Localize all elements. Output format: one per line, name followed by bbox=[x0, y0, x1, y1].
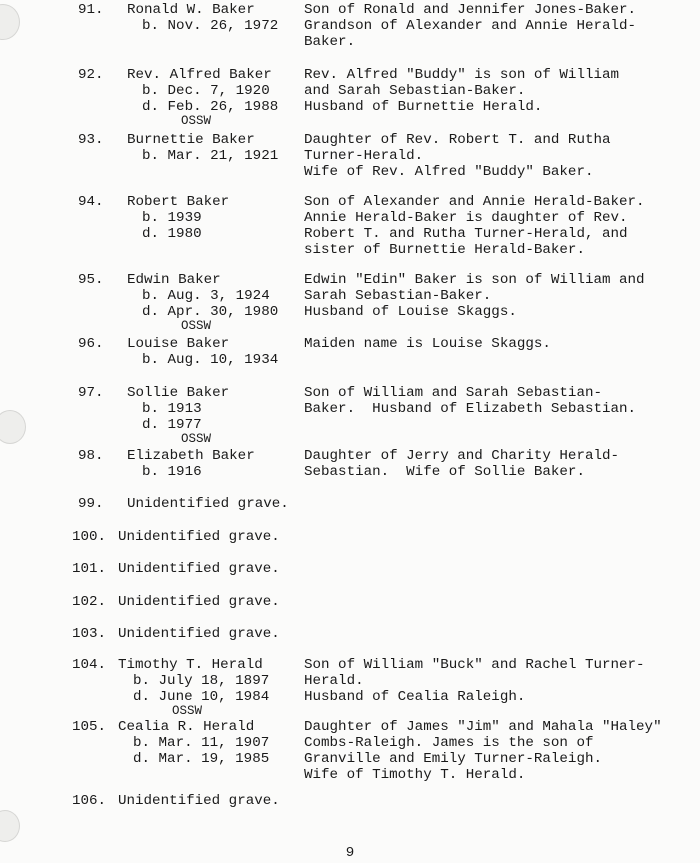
entry-notes bbox=[304, 194, 700, 258]
entry-number: 94. bbox=[78, 194, 104, 210]
entry-person bbox=[118, 793, 293, 809]
birth-date: b. 1916 bbox=[142, 464, 202, 480]
person-name: Unidentified grave. bbox=[118, 594, 280, 610]
entry-notes bbox=[304, 2, 700, 50]
person-name: Ronald W. Baker bbox=[127, 2, 255, 18]
person-name: Sollie Baker bbox=[127, 385, 230, 401]
entry-number: 95. bbox=[78, 272, 104, 288]
punch-hole-middle bbox=[0, 410, 26, 444]
death-date: d. Apr. 30, 1980 bbox=[142, 304, 279, 320]
entry-person bbox=[118, 657, 293, 718]
note-line: Wife of Rev. Alfred "Buddy" Baker. bbox=[304, 164, 594, 180]
note-line: Rev. Alfred "Buddy" is son of William bbox=[304, 67, 620, 83]
note-line: Robert T. and Rutha Turner-Herald, and bbox=[304, 226, 628, 242]
entry-number: 99. bbox=[78, 496, 104, 512]
note-line: Son of William and Sarah Sebastian- bbox=[304, 385, 602, 401]
death-date: d. 1977 bbox=[142, 417, 202, 433]
punch-hole-top bbox=[0, 4, 20, 40]
page-number: 9 bbox=[345, 845, 355, 861]
birth-date: b. July 18, 1897 bbox=[133, 673, 270, 689]
note-line: Daughter of James "Jim" and Mahala "Haley" bbox=[304, 719, 662, 735]
entry-person bbox=[127, 132, 302, 164]
person-name: Unidentified grave. bbox=[118, 529, 280, 545]
note-line: Sarah Sebastian-Baker. bbox=[304, 288, 492, 304]
note-line: Daughter of Jerry and Charity Herald- bbox=[304, 448, 620, 464]
entry-number: 96. bbox=[78, 336, 104, 352]
entry-number: 91. bbox=[78, 2, 104, 18]
note-line: Baker. bbox=[304, 34, 356, 50]
death-date: d. Mar. 19, 1985 bbox=[133, 751, 270, 767]
note-line: Annie Herald-Baker is daughter of Rev. bbox=[304, 210, 628, 226]
person-name: Timothy T. Herald bbox=[118, 657, 263, 673]
entry-person bbox=[127, 336, 302, 368]
entry-person bbox=[118, 594, 293, 610]
note-line: and Sarah Sebastian-Baker. bbox=[304, 83, 526, 99]
ossw-marker: OSSW bbox=[181, 432, 212, 446]
entry-notes bbox=[304, 719, 700, 783]
note-line: Sebastian. Wife of Sollie Baker. bbox=[304, 464, 585, 480]
entry-notes bbox=[304, 448, 700, 480]
note-line: Husband of Burnettie Herald. bbox=[304, 99, 543, 115]
entry-number: 93. bbox=[78, 132, 104, 148]
birth-date: b. Mar. 11, 1907 bbox=[133, 735, 270, 751]
person-name: Burnettie Baker bbox=[127, 132, 255, 148]
entry-number: 101. bbox=[72, 561, 107, 577]
entry-notes bbox=[304, 385, 700, 417]
entry-number: 103. bbox=[72, 626, 107, 642]
note-line: Husband of Louise Skaggs. bbox=[304, 304, 517, 320]
entry-number: 92. bbox=[78, 67, 104, 83]
death-date: d. June 10, 1984 bbox=[133, 689, 270, 705]
death-date: d. Feb. 26, 1988 bbox=[142, 99, 279, 115]
entry-person bbox=[127, 448, 302, 480]
entry-person bbox=[127, 496, 302, 512]
birth-date: b. Dec. 7, 1920 bbox=[142, 83, 270, 99]
entry-number: 106. bbox=[72, 793, 107, 809]
person-name: Cealia R. Herald bbox=[118, 719, 255, 735]
punch-hole-bottom bbox=[0, 810, 20, 842]
note-line: Daughter of Rev. Robert T. and Rutha bbox=[304, 132, 611, 148]
person-name: Unidentified grave. bbox=[118, 626, 280, 642]
entry-person bbox=[127, 385, 302, 446]
birth-date: b. Nov. 26, 1972 bbox=[142, 18, 279, 34]
entry-notes bbox=[304, 132, 700, 180]
note-line: Son of Ronald and Jennifer Jones-Baker. bbox=[304, 2, 637, 18]
birth-date: b. 1939 bbox=[142, 210, 202, 226]
birth-date: b. 1913 bbox=[142, 401, 202, 417]
entry-notes bbox=[304, 272, 700, 320]
note-line: Herald. bbox=[304, 673, 364, 689]
ossw-marker: OSSW bbox=[172, 704, 203, 718]
note-line: sister of Burnettie Herald-Baker. bbox=[304, 242, 585, 258]
note-line: Baker. Husband of Elizabeth Sebastian. bbox=[304, 401, 637, 417]
entry-person bbox=[118, 719, 293, 767]
note-line: Grandson of Alexander and Annie Herald- bbox=[304, 18, 637, 34]
note-line: Maiden name is Louise Skaggs. bbox=[304, 336, 551, 352]
entry-person bbox=[118, 529, 293, 545]
person-name: Unidentified grave. bbox=[118, 793, 280, 809]
entry-number: 102. bbox=[72, 594, 107, 610]
entry-number: 98. bbox=[78, 448, 104, 464]
note-line: Edwin "Edin" Baker is son of William and bbox=[304, 272, 645, 288]
note-line: Husband of Cealia Raleigh. bbox=[304, 689, 526, 705]
person-name: Rev. Alfred Baker bbox=[127, 67, 272, 83]
entry-number: 100. bbox=[72, 529, 107, 545]
entry-notes bbox=[304, 657, 700, 705]
entry-notes bbox=[304, 336, 700, 352]
entry-person bbox=[118, 561, 293, 577]
birth-date: b. Mar. 21, 1921 bbox=[142, 148, 279, 164]
entry-person bbox=[127, 272, 302, 333]
entry-person bbox=[118, 626, 293, 642]
entry-number: 97. bbox=[78, 385, 104, 401]
entry-person bbox=[127, 2, 302, 34]
note-line: Son of William "Buck" and Rachel Turner- bbox=[304, 657, 645, 673]
entry-number: 105. bbox=[72, 719, 107, 735]
death-date: d. 1980 bbox=[142, 226, 202, 242]
person-name: Unidentified grave. bbox=[118, 561, 280, 577]
note-line: Son of Alexander and Annie Herald-Baker. bbox=[304, 194, 645, 210]
person-name: Edwin Baker bbox=[127, 272, 221, 288]
entry-notes bbox=[304, 67, 700, 115]
entry-person bbox=[127, 67, 302, 128]
note-line: Wife of Timothy T. Herald. bbox=[304, 767, 526, 783]
birth-date: b. Aug. 3, 1924 bbox=[142, 288, 270, 304]
note-line: Combs-Raleigh. James is the son of bbox=[304, 735, 594, 751]
person-name: Unidentified grave. bbox=[127, 496, 289, 512]
person-name: Elizabeth Baker bbox=[127, 448, 255, 464]
note-line: Granville and Emily Turner-Raleigh. bbox=[304, 751, 602, 767]
ossw-marker: OSSW bbox=[181, 114, 212, 128]
entry-number: 104. bbox=[72, 657, 107, 673]
entry-person bbox=[127, 194, 302, 242]
person-name: Robert Baker bbox=[127, 194, 230, 210]
person-name: Louise Baker bbox=[127, 336, 230, 352]
birth-date: b. Aug. 10, 1934 bbox=[142, 352, 279, 368]
ossw-marker: OSSW bbox=[181, 319, 212, 333]
note-line: Turner-Herald. bbox=[304, 148, 424, 164]
